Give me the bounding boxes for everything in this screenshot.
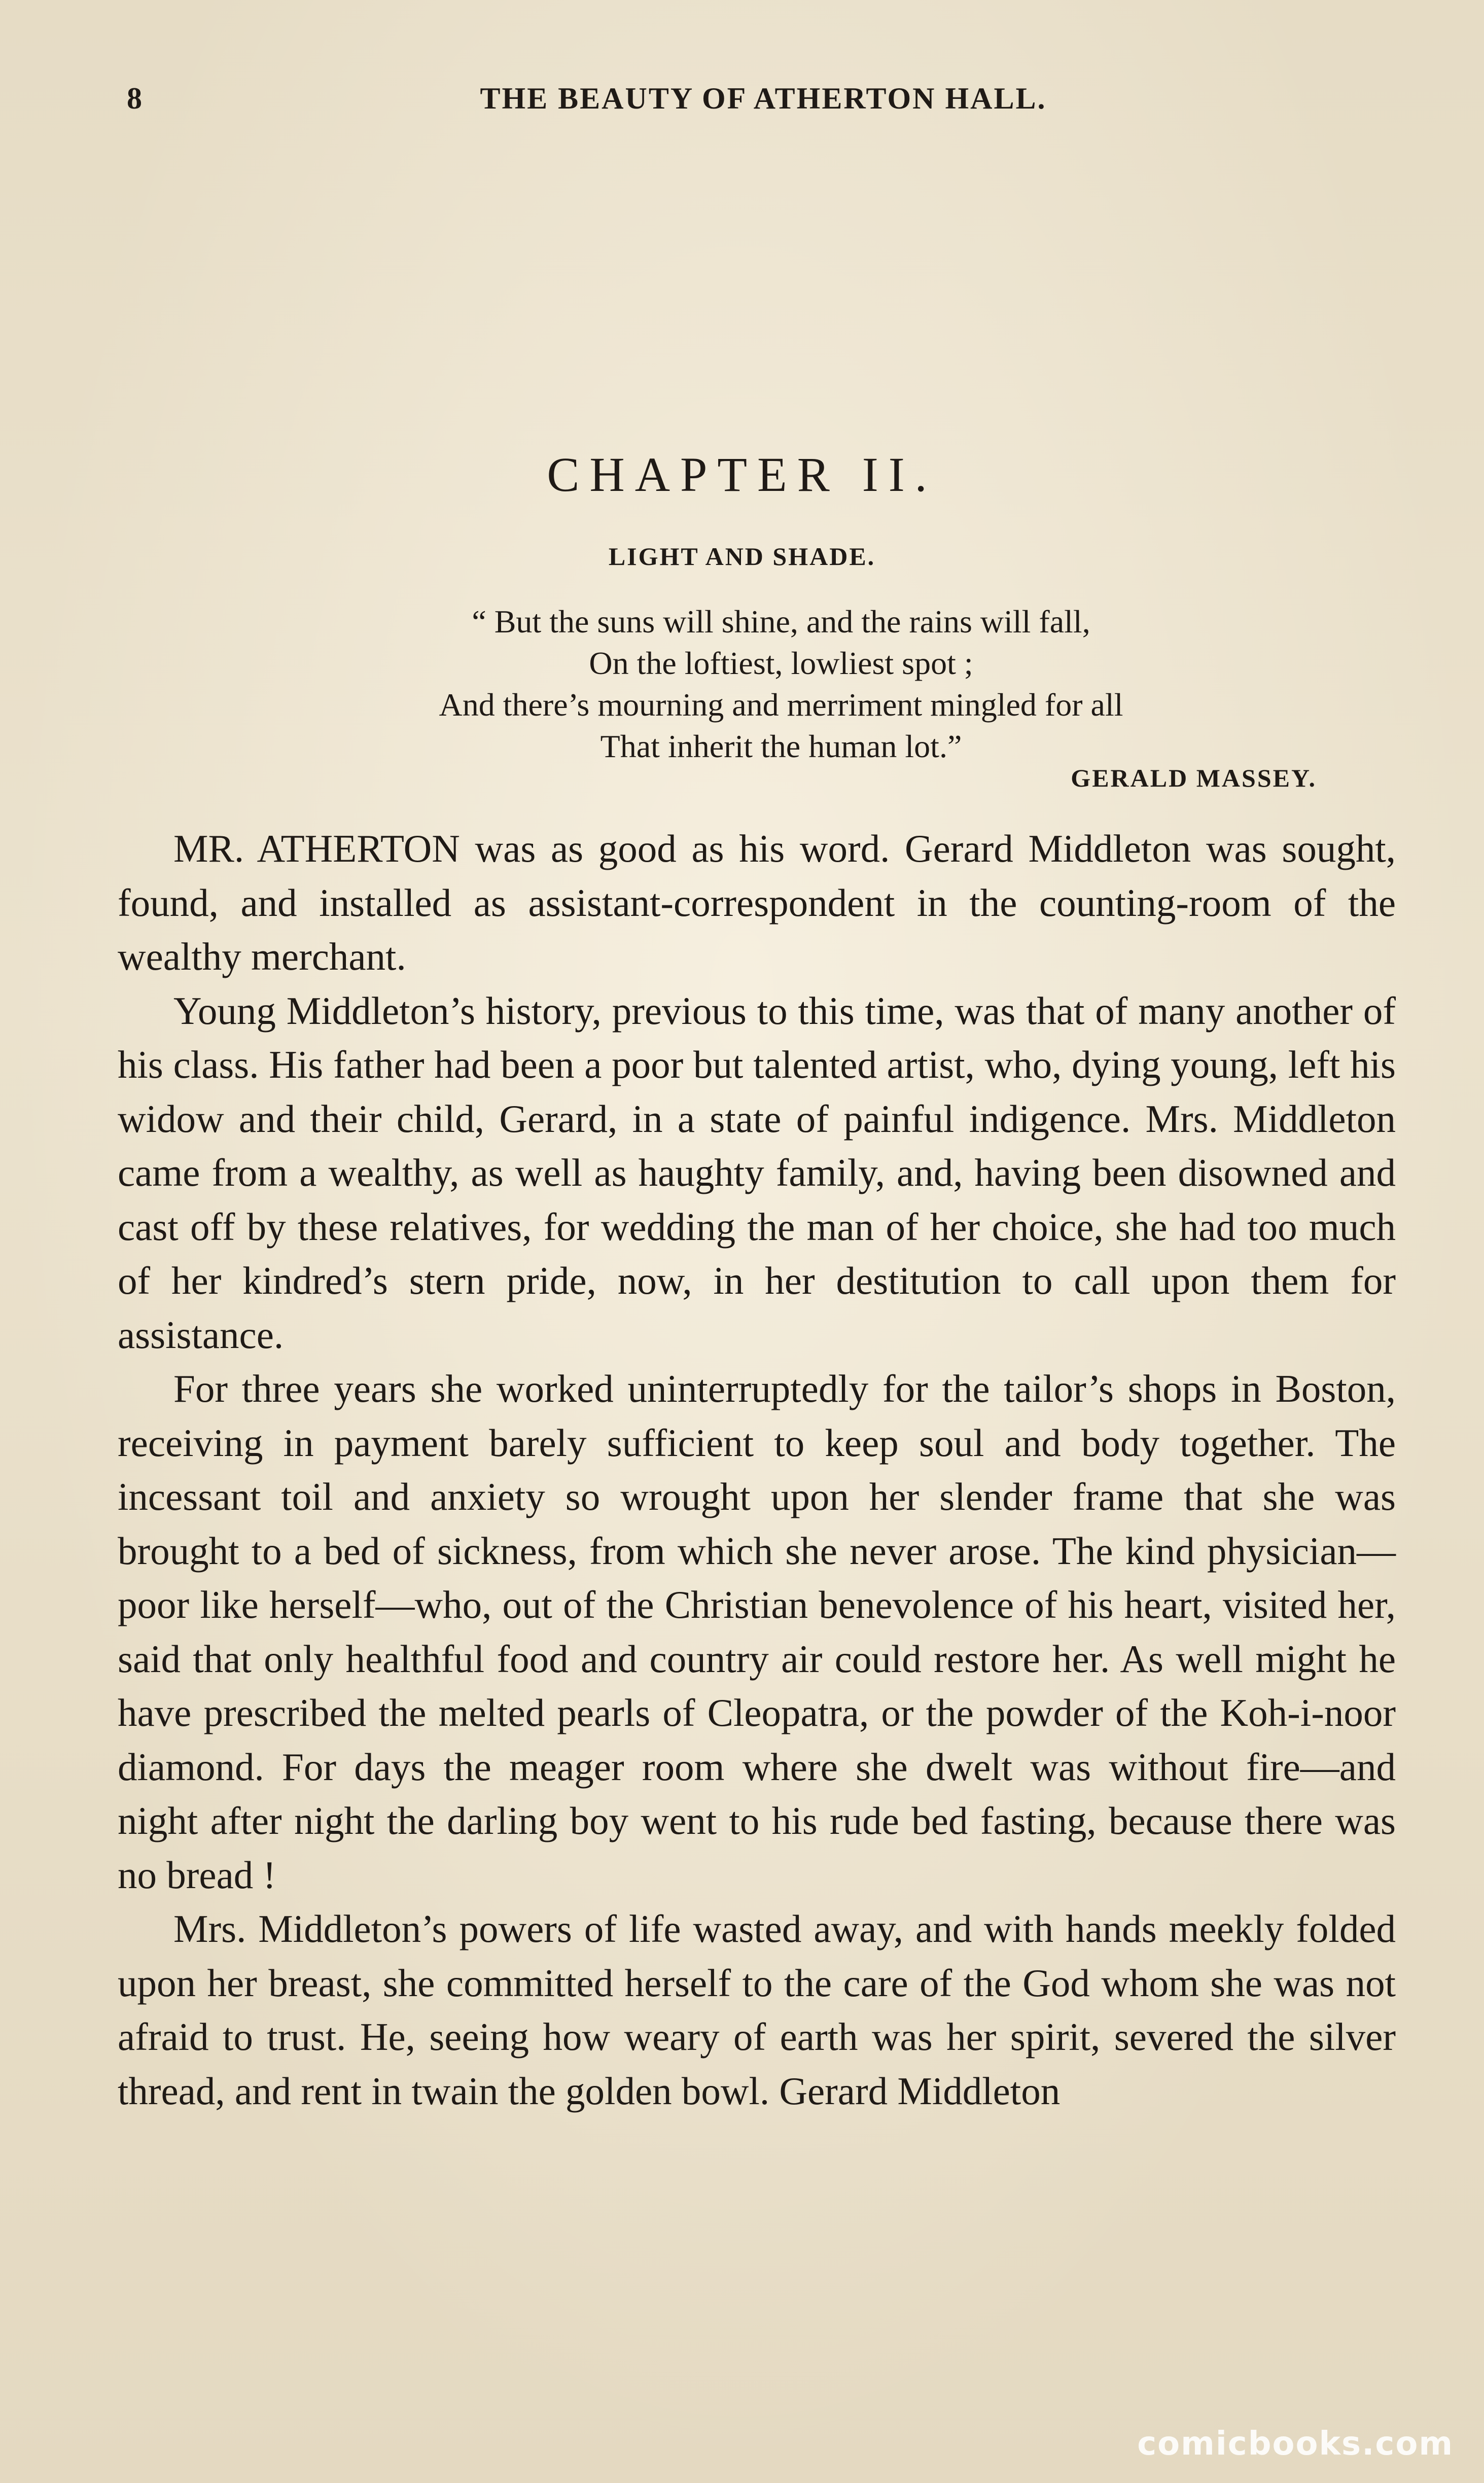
page-header	[117, 81, 1395, 127]
body-text	[118, 822, 1396, 2118]
epigraph-line: “ But the suns will shine, and the rains will fall,	[472, 604, 1090, 640]
epigraph-line: That inherit the human lot.”	[600, 728, 962, 764]
paragraph: Mrs. Middleton’s powers of life wasted away, and with hands meekly folded upon her breast, she committed herself to the care of the God whom she was not afraid to trust. He, seeing how weary of earth was her spirit, severed the silver thread, and rent in twain the golden bowl. Gerard Middleton	[118, 1907, 1396, 2113]
paragraph: For three years she worked uninterruptedly for the tailor’s shops in Boston, receiving in payment barely sufficient to keep soul and body together. The incessant toil and anxiety so wrought upon her slender frame that she was brought to a bed of sickness, from which she never arose. The kind physician—poor like herself—who, out of the Christian benevolence of his heart, visited her, said that only healthful food and country air could restore her. As well might he have prescribed the melted pearls of Cleopatra, or the powder of the Koh-i-noor diamond. For days the meager room where she dwelt was without fire—and night after night the darling boy went to his rude bed fasting, because there was no bread !	[118, 1367, 1396, 1897]
running-title: THE BEAUTY OF ATHERTON HALL.	[480, 82, 1047, 115]
chapter-subtitle: LIGHT AND SHADE.	[608, 542, 876, 571]
epigraph-attribution: GERALD MASSEY.	[1071, 764, 1317, 792]
epigraph-line: On the loftiest, lowliest spot ;	[589, 645, 973, 681]
watermark: comicbooks.com	[1137, 2425, 1454, 2463]
epigraph	[284, 601, 1278, 767]
chapter-title: CHAPTER II.	[547, 447, 937, 502]
paragraph: MR. ATHERTON was as good as his word. Gerard Middleton was sought, found, and installed as assistant-correspondent in the counting-room of the wealthy merchant.	[118, 827, 1396, 978]
paragraph: Young Middleton’s history, previous to this time, was that of many another of his class. His father had been a poor but talented artist, who, dying young, left his widow and their child, Gerard, in a state of painful indigence. Mrs. Middleton came from a wealthy, as well as haughty family, and, having been disowned and cast off by these relatives, for wedding the man of her choice, she had too much of her kindred’s stern pride, now, in her destitution to call upon them for assistance.	[118, 988, 1396, 1357]
page-number: 8	[127, 82, 144, 115]
epigraph-line: And there’s mourning and merriment mingled for all	[439, 687, 1123, 723]
